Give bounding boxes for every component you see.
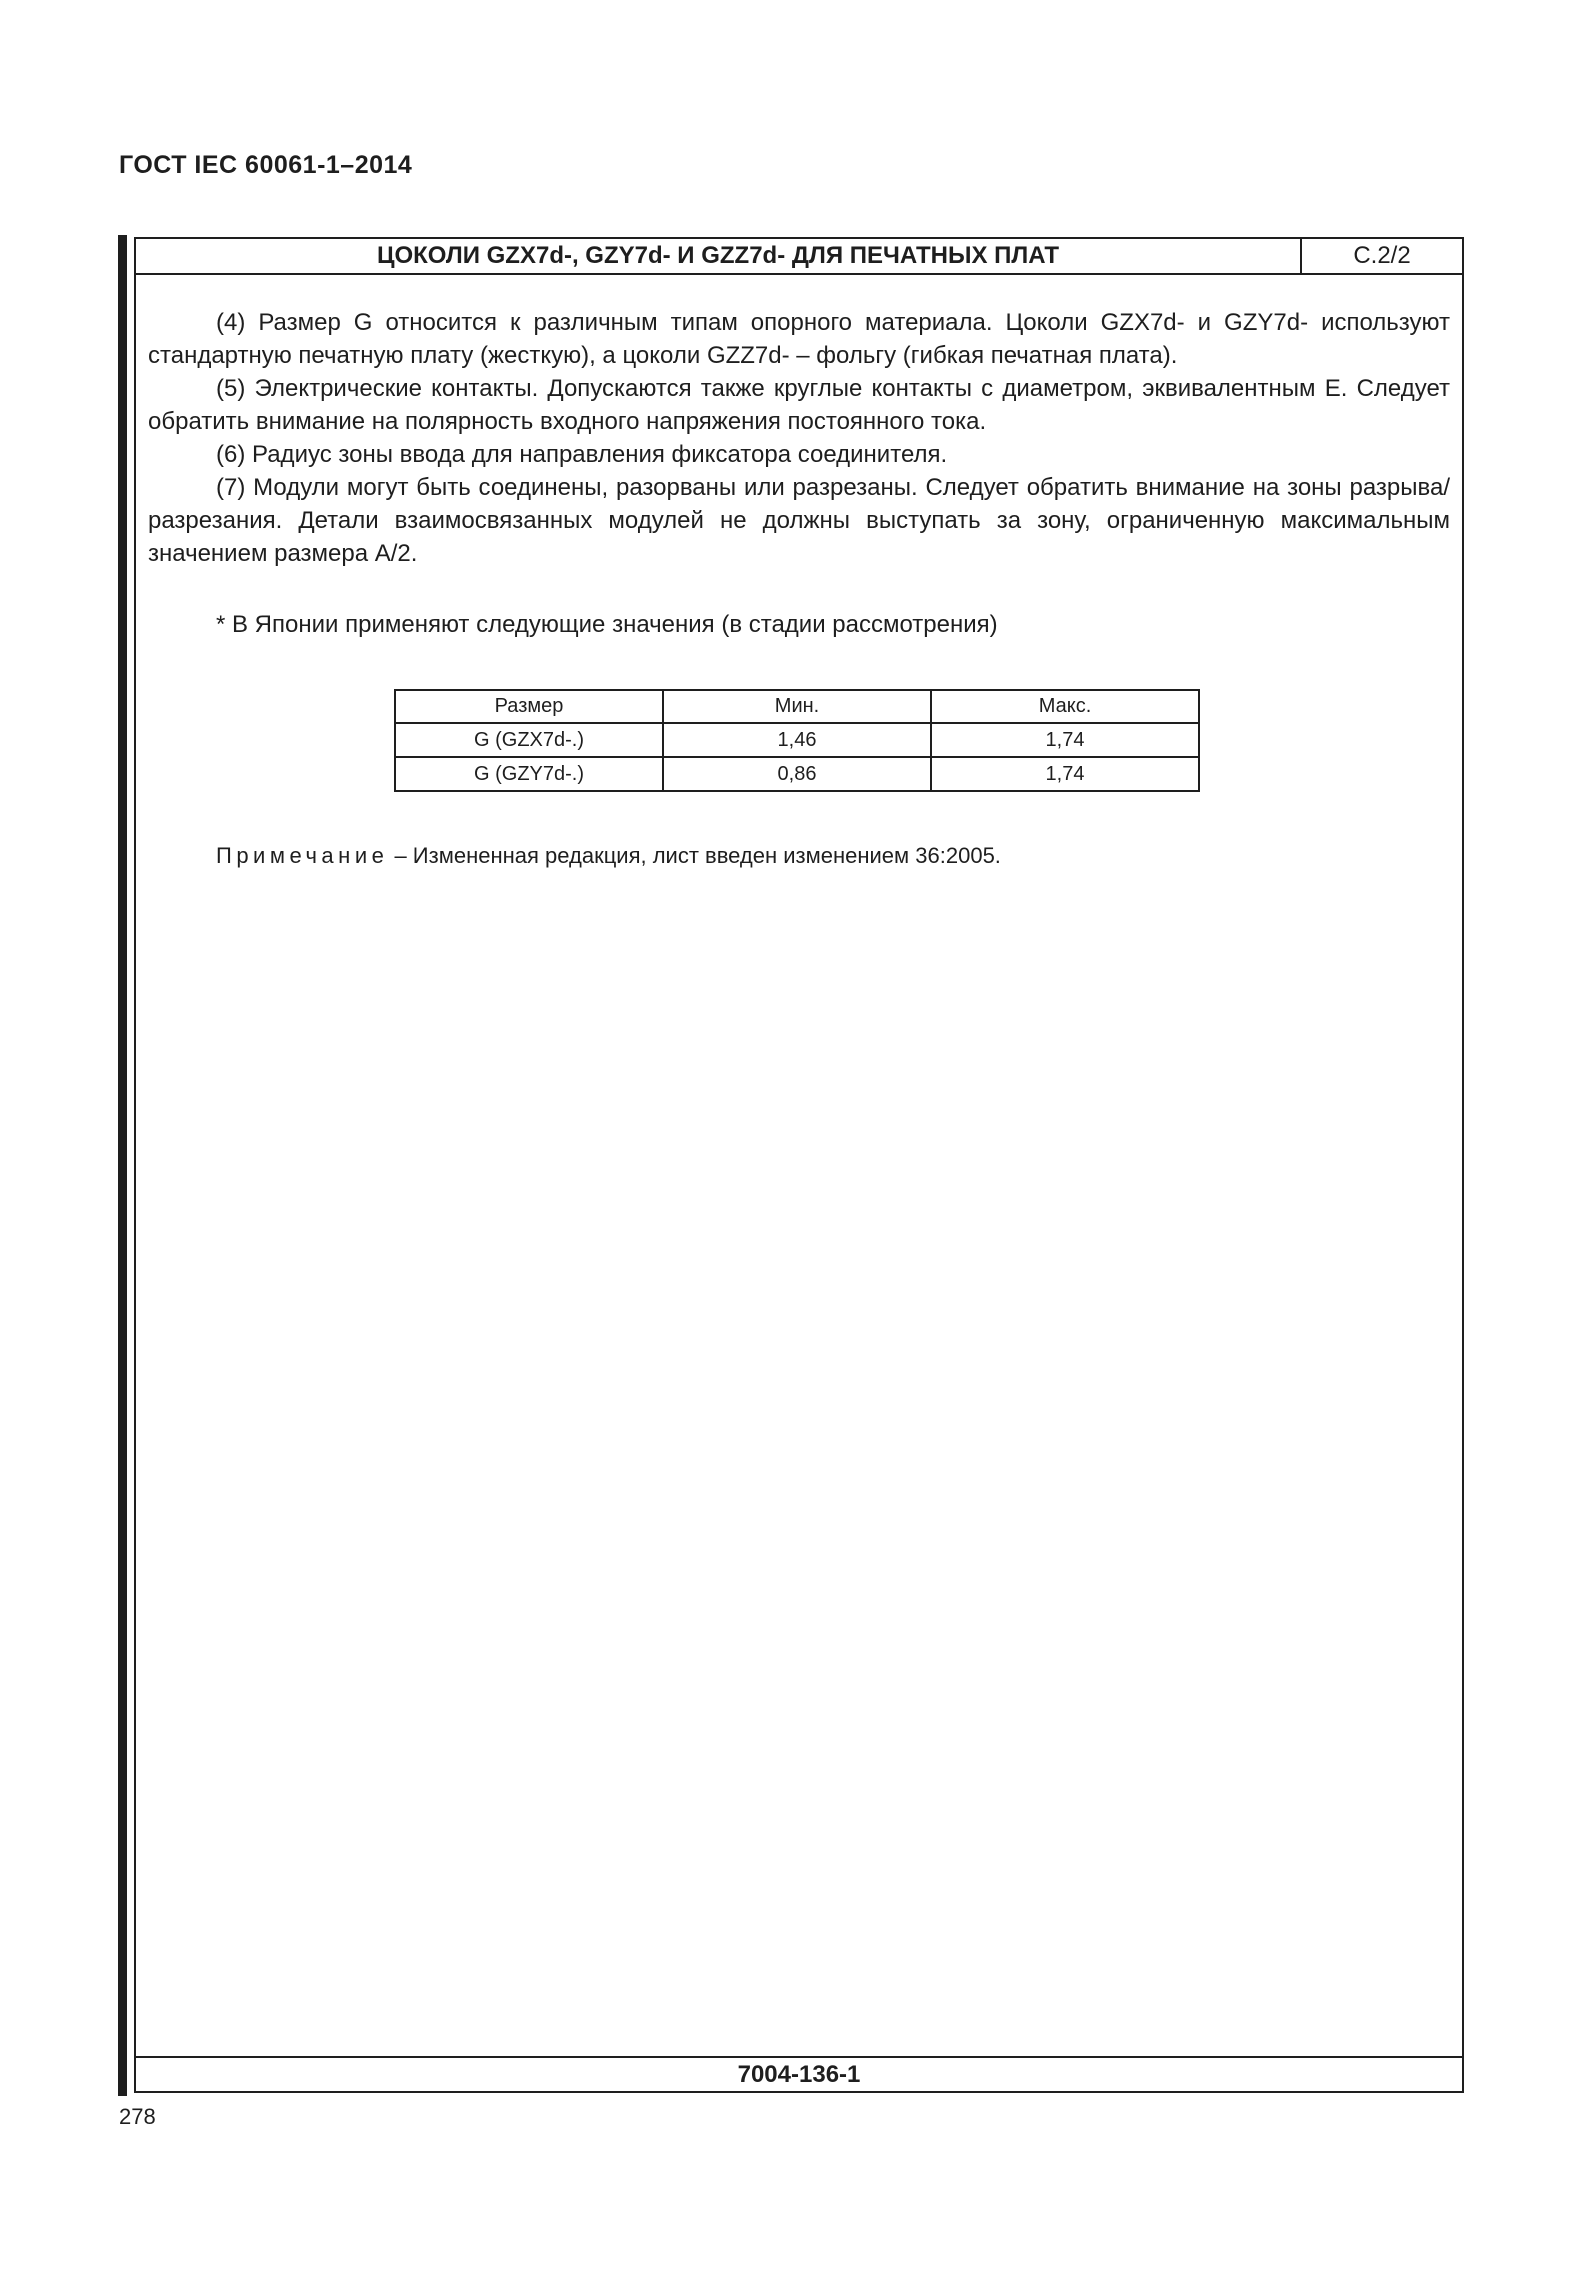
table-row (395, 723, 1199, 757)
note-6: (6) Радиус зоны ввода для направления фиксатора соединителя. (216, 441, 948, 468)
page-number: 278 (119, 2104, 156, 2129)
japan-note: * В Японии применяют следующие значения (в стадии рассмотрения) (216, 611, 998, 638)
sheet-footer-code: 7004-136-1 (136, 2056, 1462, 2091)
table-cell: 1,46 (663, 723, 931, 757)
note-5: (5) Электрические контакты. Допускаются также круглые контакты с диаметром, эквивалентным E. Следует обратить внимание на полярность входного напряжения постоянного тока. (148, 375, 1450, 435)
note-4: (4) Размер G относится к различным типам опорного материала. Цоколи GZX7d- и GZY7d- используют стандартную печатную плату (жесткую), а цоколи GZZ7d- – фольгу (гибкая печатная плата). (148, 309, 1450, 369)
standard-code: ГОСТ IEC 60061-1–2014 (119, 151, 413, 179)
table-row (395, 757, 1199, 791)
margin-bar (118, 235, 127, 2096)
remark-label: Примечание (216, 843, 389, 868)
header-size: Размер (395, 690, 663, 723)
table-cell: 1,74 (931, 723, 1199, 757)
sheet-title: ЦОКОЛИ GZX7d-, GZY7d- И GZZ7d- ДЛЯ ПЕЧАТНЫХ ПЛАТ (136, 239, 1302, 273)
table-cell: G (GZX7d-.) (395, 723, 663, 757)
sheet-header (136, 239, 1462, 275)
remark-text: – Измененная редакция, лист введен изменением 36:2005. (388, 843, 1001, 868)
table-cell: 1,74 (931, 757, 1199, 791)
sheet-frame (134, 237, 1464, 2093)
note-7: (7) Модули могут быть соединены, разорваны или разрезаны. Следует обратить внимание на зоны разрыва/разрезания. Детали взаимосвязанных модулей не должны выступать за зону, ограниченную максимальным значением размера A/2. (148, 474, 1450, 567)
sheet-number: С.2/2 (1353, 242, 1411, 269)
header-min: Мин. (663, 690, 931, 723)
notes-block (148, 306, 1450, 570)
header-max: Макс. (931, 690, 1199, 723)
remark (216, 843, 1001, 869)
table-header-row (395, 690, 1199, 723)
table-cell: G (GZY7d-.) (395, 757, 663, 791)
values-table (394, 689, 1200, 792)
table-cell: 0,86 (663, 757, 931, 791)
